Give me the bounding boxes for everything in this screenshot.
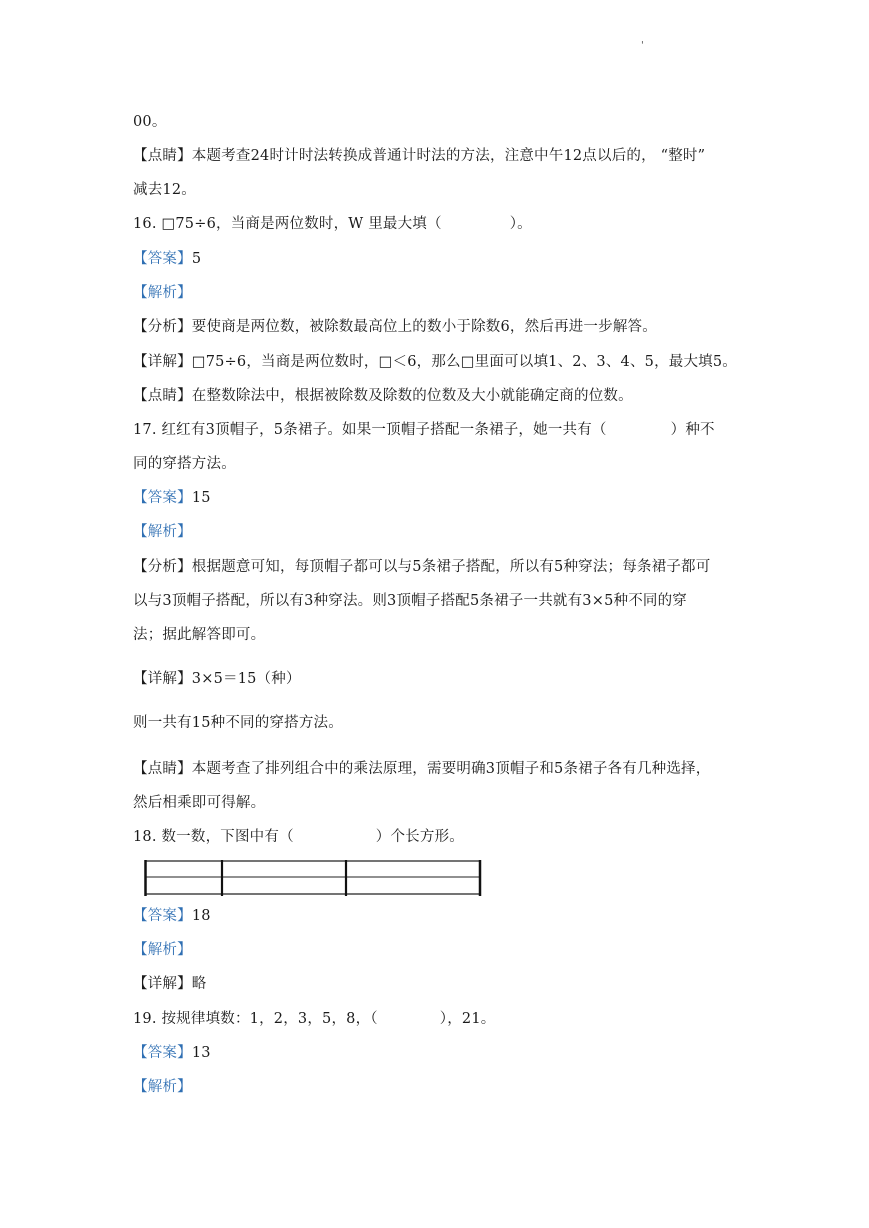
answer-17	[133, 488, 211, 508]
analysis-line: 法；据此解答即可。	[133, 627, 266, 643]
comment-line: 【点睛】本题考查了排列组合中的乘法原理，需要明确3顶帽子和5条裙子各有几种选择，	[133, 761, 711, 777]
question-19-text: 19. 按规律填数：1，2，3，5，8，（	[133, 1011, 378, 1027]
question-17-text: 17. 红红有3顶帽子，5条裙子。如果一顶帽子搭配一条裙子，她一共有（	[133, 422, 607, 438]
answer-18	[133, 906, 211, 926]
page-mark: '	[641, 40, 644, 51]
answer-value: 18	[191, 908, 211, 924]
comment-line: 【点睛】本题考查24时计时法转换成普通计时法的方法，注意中午12点以后的， “整时”	[133, 148, 706, 164]
question-16	[133, 214, 532, 234]
analysis-tag: 【解析】	[133, 1079, 192, 1095]
question-19	[133, 1009, 495, 1029]
answer-value: 13	[191, 1045, 211, 1061]
question-17	[133, 420, 715, 440]
answer-tag: 【答案】	[133, 908, 192, 924]
detail-line: 【详解】3×5＝15（种）	[133, 671, 301, 687]
answer-16	[133, 249, 201, 269]
text-line: 减去12。	[133, 182, 196, 198]
comment-line: 【点睛】在整数除法中，根据被除数及除数的位数及大小就能确定商的位数。	[133, 388, 633, 404]
question-16-end: ）。	[509, 216, 532, 232]
detail-line: 【详解】略	[133, 976, 207, 992]
rectangle-figure	[144, 860, 482, 896]
answer-value: 15	[191, 490, 211, 506]
answer-value: 5	[191, 251, 202, 267]
analysis-line: 【分析】根据题意可知，每顶帽子都可以与5条裙子搭配，所以有5种穿法；每条裙子都可	[133, 559, 711, 575]
detail-line: 【详解】□75÷6，当商是两位数时，□＜6，那么□里面可以填1、2、3、4、5，最大填5。	[133, 354, 737, 370]
answer-tag: 【答案】	[133, 251, 192, 267]
question-17-end: ）种不	[670, 422, 715, 438]
question-18	[133, 827, 464, 847]
question-16-text: 16. □75÷6，当商是两位数时，W 里最大填（	[133, 216, 442, 232]
analysis-line: 【分析】要使商是两位数，被除数最高位上的数小于除数6，然后再进一步解答。	[133, 319, 657, 335]
analysis-tag: 【解析】	[133, 524, 192, 540]
question-18-text: 18. 数一数，下图中有（	[133, 829, 294, 845]
question-18-end: ）个长方形。	[375, 829, 464, 845]
analysis-line: 以与3顶帽子搭配，所以有3种穿法。则3顶帽子搭配5条裙子一共就有3×5种不同的穿	[133, 593, 687, 609]
analysis-tag: 【解析】	[133, 285, 192, 301]
answer-19	[133, 1043, 211, 1063]
comment-line: 然后相乘即可得解。	[133, 795, 266, 811]
detail-line: 则一共有15种不同的穿搭方法。	[133, 715, 343, 731]
text-line: 00。	[133, 114, 167, 130]
question-19-end: ），21。	[439, 1011, 496, 1027]
answer-tag: 【答案】	[133, 490, 192, 506]
answer-tag: 【答案】	[133, 1045, 192, 1061]
analysis-tag: 【解析】	[133, 942, 192, 958]
question-17-cont: 同的穿搭方法。	[133, 456, 236, 472]
